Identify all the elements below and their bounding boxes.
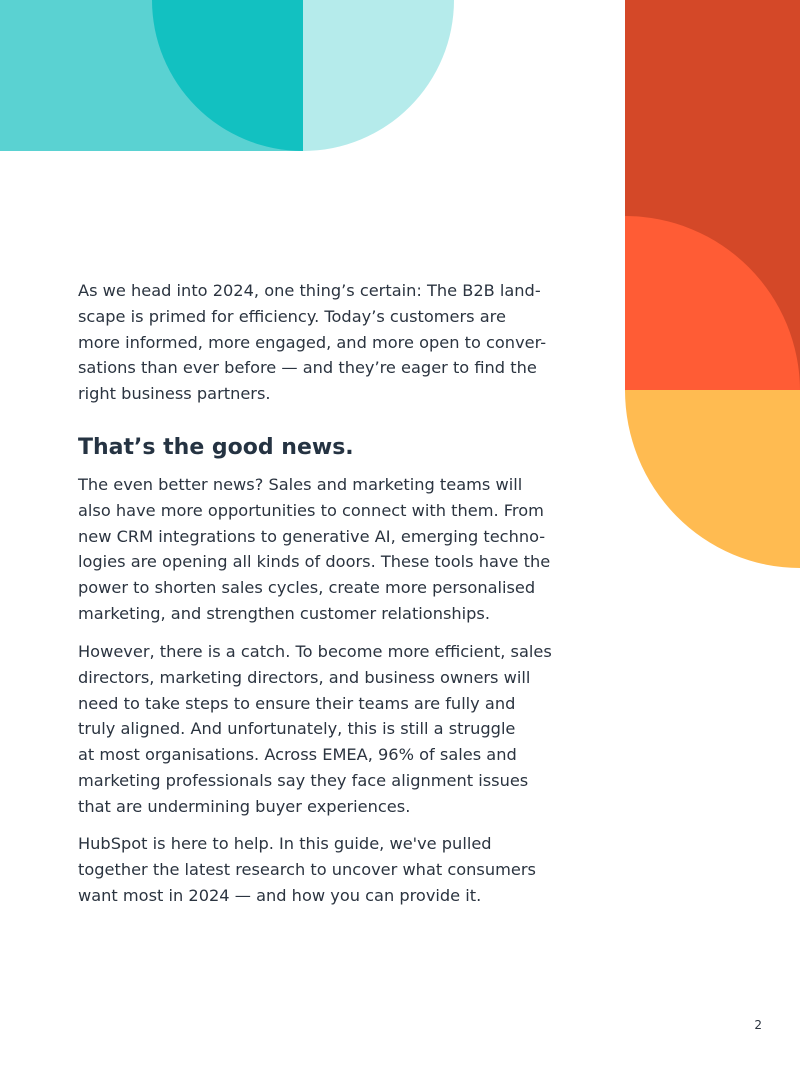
paragraph-line: truly aligned. And unfortunately, this is still a struggle xyxy=(78,719,516,739)
paragraph-line: at most organisations. Across EMEA, 96% of sales and xyxy=(78,745,517,765)
intro-line: right business partners. xyxy=(78,384,271,404)
intro-paragraph xyxy=(78,278,558,407)
paragraph-line: also have more opportunities to connect with them. From xyxy=(78,500,544,520)
intro-line: more informed, more engaged, and more open to conver- xyxy=(78,332,547,352)
paragraph-line: power to shorten sales cycles, create more personalised xyxy=(78,578,536,598)
paragraph-line: marketing, and strengthen customer relationships. xyxy=(78,603,491,623)
section-heading: That’s the good news. xyxy=(78,435,354,460)
paragraph-line: marketing professionals say they face alignment issues xyxy=(78,770,529,790)
better-news-paragraph xyxy=(78,472,558,627)
yellow-quarter-circle xyxy=(625,390,800,568)
paragraph-line: want most in 2024 — and how you can provide it. xyxy=(78,885,482,905)
warm-shape-group xyxy=(625,0,800,568)
paragraph-line: However, there is a catch. To become more efficient, sales xyxy=(78,642,552,661)
paragraph-line: together the latest research to uncover what consumers xyxy=(78,859,536,879)
paragraph-line: The even better news? Sales and marketing teams will xyxy=(78,475,523,494)
paragraph-line: directors, marketing directors, and business owners will xyxy=(78,667,531,687)
paragraph-line: that are undermining buyer experiences. xyxy=(78,796,411,816)
paragraph-line: HubSpot is here to help. In this guide, we've pulled xyxy=(78,834,492,853)
teal-shape-group xyxy=(0,0,454,151)
paragraph-line: new CRM integrations to generative AI, emerging techno- xyxy=(78,526,546,546)
intro-line: As we head into 2024, one thing’s certain: The B2B land- xyxy=(78,281,541,300)
intro-line: scape is primed for efficiency. Today’s customers are xyxy=(78,306,506,326)
catch-paragraph xyxy=(78,639,558,820)
intro-line: sations than ever before — and they’re eager to find the xyxy=(78,358,537,378)
page-number: 2 xyxy=(754,1018,762,1032)
paragraph-line: need to take steps to ensure their teams are fully and xyxy=(78,693,516,713)
teal-light-quarter-circle xyxy=(303,0,454,151)
hubspot-paragraph xyxy=(78,831,558,908)
paragraph-line: logies are opening all kinds of doors. These tools have the xyxy=(78,552,551,572)
